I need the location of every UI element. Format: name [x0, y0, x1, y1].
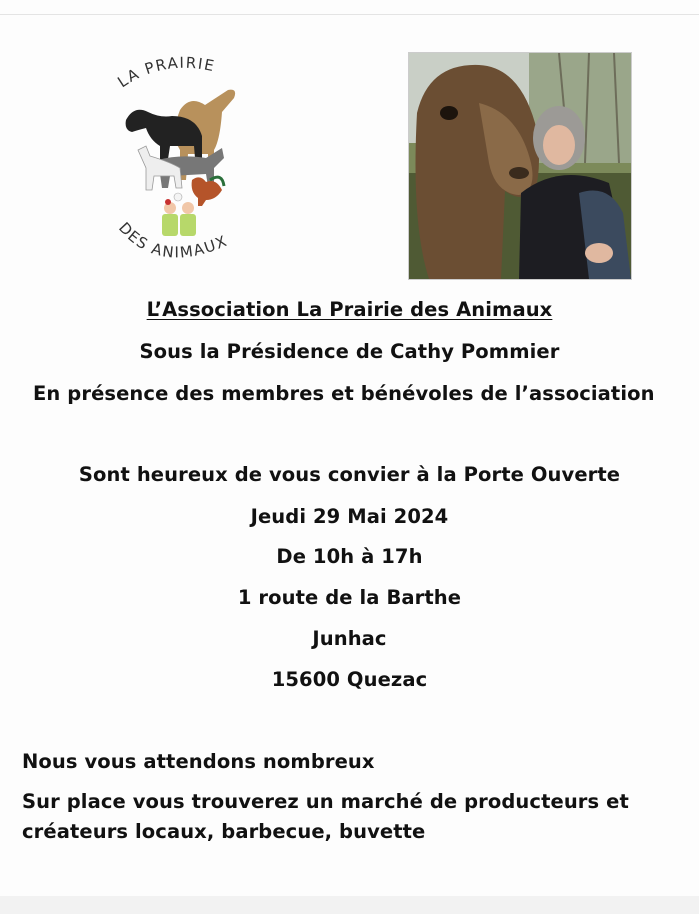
event-place: Junhac	[312, 627, 387, 650]
logo-bottom-text: DES ANIMAUX	[115, 218, 231, 262]
logo-graphic	[110, 50, 250, 280]
event-address: 1 route de la Barthe	[237, 586, 462, 609]
presidence-line: Sous la Présidence de Cathy Pommier	[139, 340, 560, 363]
association-logo	[110, 50, 250, 280]
association-title: L’Association La Prairie des Animaux	[146, 298, 553, 321]
market-line-1: Sur place vous trouverez un marché de producteurs et	[22, 790, 629, 813]
presence-line: En présence des membres et bénévoles de l’association	[33, 382, 655, 405]
top-divider	[0, 14, 699, 15]
bottom-strip	[0, 896, 699, 914]
event-hours: De 10h à 17h	[276, 545, 423, 568]
event-city: 15600 Quezac	[271, 668, 428, 691]
child-icon	[180, 214, 196, 236]
welcome-line: Nous vous attendons nombreux	[22, 750, 375, 773]
child-icon	[162, 214, 178, 236]
rooster-icon	[192, 177, 222, 206]
invite-line: Sont heureux de vous convier à la Porte Ouverte	[78, 463, 621, 486]
market-line-2: créateurs locaux, barbecue, buvette	[22, 820, 426, 843]
event-date: Jeudi 29 Mai 2024	[250, 505, 449, 528]
camel-and-woman-photo	[408, 52, 632, 280]
logo-top-text: LA PRAIRIE	[114, 53, 217, 92]
photo-illustration	[409, 53, 631, 279]
